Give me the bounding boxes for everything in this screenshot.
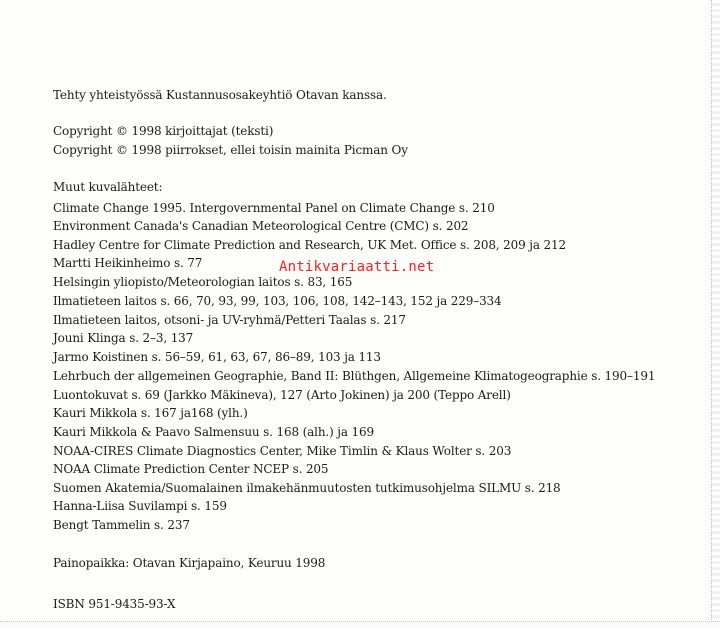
cooperation-note: Tehty yhteistyössä Kustannusosakeyhtiö Otavan kanssa. <box>53 88 387 102</box>
source-line: Climate Change 1995. Intergovernmental Panel on Climate Change s. 210 <box>53 201 495 215</box>
source-line: NOAA Climate Prediction Center NCEP s. 205 <box>53 462 329 476</box>
copyright-text-line: Copyright © 1998 kirjoittajat (teksti) <box>53 124 274 138</box>
source-line: Hanna-Liisa Suvilampi s. 159 <box>53 499 227 513</box>
watermark-text: Antikvariaatti.net <box>279 259 435 275</box>
source-line: Jarmo Koistinen s. 56–59, 61, 63, 67, 86–89, 103 ja 113 <box>53 350 381 364</box>
source-line: NOAA-CIRES Climate Diagnostics Center, Mike Timlin & Klaus Wolter s. 203 <box>53 444 512 458</box>
page-edge-bottom <box>0 621 720 628</box>
source-line: Kauri Mikkola & Paavo Salmensuu s. 168 (alh.) ja 169 <box>53 425 374 439</box>
source-line: Luontokuvat s. 69 (Jarkko Mäkineva), 127 (Arto Jokinen) ja 200 (Teppo Arell) <box>53 388 511 402</box>
source-line: Helsingin yliopisto/Meteorologian laitos s. 83, 165 <box>53 275 353 289</box>
source-line: Martti Heikinheimo s. 77 <box>53 256 203 270</box>
source-line: Bengt Tammelin s. 237 <box>53 518 190 532</box>
copyright-illustrations-line: Copyright © 1998 piirrokset, ellei toisin mainita Picman Oy <box>53 143 408 157</box>
isbn-line: ISBN 951-9435-93-X <box>53 597 176 611</box>
source-line: Suomen Akatemia/Suomalainen ilmakehänmuutosten tutkimusohjelma SILMU s. 218 <box>53 481 561 495</box>
source-line: Hadley Centre for Climate Prediction and Research, UK Met. Office s. 208, 209 ja 212 <box>53 238 566 252</box>
printing-house-line: Painopaikka: Otavan Kirjapaino, Keuruu 1998 <box>53 556 326 570</box>
source-line: Ilmatieteen laitos s. 66, 70, 93, 99, 103, 106, 108, 142–143, 152 ja 229–334 <box>53 294 502 308</box>
source-line: Lehrbuch der allgemeinen Geographie, Band II: Blüthgen, Allgemeine Klimatogeographie s. 190–191 <box>53 369 656 383</box>
source-line: Ilmatieteen laitos, otsoni- ja UV-ryhmä/Petteri Taalas s. 217 <box>53 313 406 327</box>
source-line: Kauri Mikkola s. 167 ja168 (ylh.) <box>53 406 248 420</box>
source-line: Jouni Klinga s. 2–3, 137 <box>53 331 194 345</box>
source-line: Environment Canada's Canadian Meteorological Centre (CMC) s. 202 <box>53 219 469 233</box>
sources-heading: Muut kuvalähteet: <box>53 180 163 194</box>
page-edge-right <box>711 0 720 628</box>
